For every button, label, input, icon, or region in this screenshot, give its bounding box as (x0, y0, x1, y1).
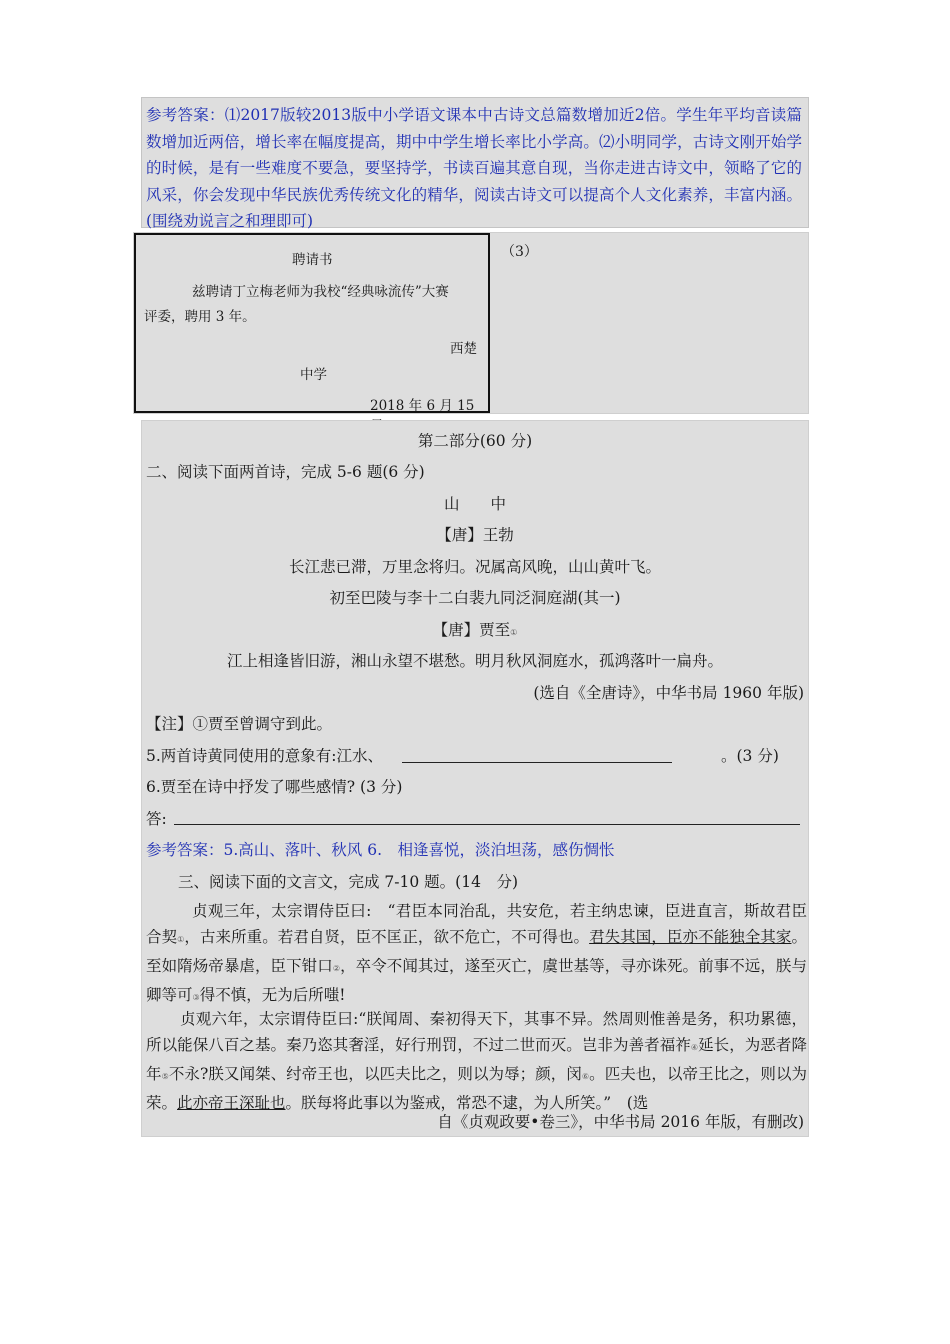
passage1-underlined-sentence: 君失其国，臣亦不能独全其家 (589, 928, 792, 946)
question-6: 6.贾至在诗中抒发了哪些感情? (3 分) (146, 778, 403, 796)
passage2-part-a: 贞观六年，太宗谓侍臣曰:“朕闻周、秦初得天下，其事不异。然周则惟善是务，积功累德，所以能保八百之基。秦乃恣其奢淫，好行刑罚，不过二世而灭。岂非为善者福祚 (146, 1010, 807, 1054)
passage2-note-6: ⑥ (581, 1072, 590, 1081)
classical-passage-1 (146, 898, 807, 1011)
passage2-part-e: 。朕每将此事以为鉴戒，常恐不逮，为人所笑。” (选 (285, 1094, 649, 1112)
letter-body-line1: 兹聘请丁立梅老师为我校“经典咏流传”大赛 (192, 284, 449, 300)
poem1-author: 【唐】王勃 (436, 526, 514, 544)
letter-row (133, 232, 809, 414)
question-6-answer-line[interactable] (174, 824, 800, 825)
passage1-note-2: ② (332, 964, 341, 973)
letter-signature-1: 西楚 (450, 341, 477, 357)
poem1-title: 山 中 (443, 495, 506, 513)
passage2-part-d: 。匹夫也，以帝王比之，则以为荣。 (146, 1065, 808, 1112)
passage1-part-a: 贞观三年，太宗谓侍臣曰: “君臣本同治乱，共安危，若主纳忠谏，臣进直言，斯故君臣合契 (146, 902, 807, 946)
passage1-note-1: ① (177, 935, 185, 944)
passage-source: 自《贞观政要•卷三》，中华书局 2016 年版，有删改) (437, 1113, 804, 1131)
poem2-text: 江上相逢皆旧游，湘山永望不堪愁。明月秋风洞庭水，孤鸿落叶一扁舟。 (226, 652, 723, 670)
passage2-part-b: 延长，为恶者降年 (146, 1036, 807, 1083)
passage1-note-3: ③ (192, 993, 200, 1002)
answer-label: 答: (146, 810, 167, 828)
answer-text-2: 参考答案：5.高山、落叶、秋风 6. 相逢喜悦，淡泊坦荡，感伤惆怅 (146, 841, 615, 859)
passage1-part-d: ，卒令不闻其过，遂至灭亡，虞世基等，寻亦诛死。前事不远，朕与卿等可 (146, 957, 807, 1004)
question-5-suffix: 。(3 分) (721, 747, 779, 765)
poem1-text: 长江悲已滞，万里念将归。况属高风晚，山山黄叶飞。 (288, 558, 661, 576)
question-3-label: （3） (501, 244, 538, 260)
section-two-instruction: 二、阅读下面两首诗，完成 5-6 题(6 分) (146, 463, 425, 481)
appointment-letter (134, 233, 490, 413)
classical-passage-2 (146, 1006, 807, 1116)
letter-body-line2: 评委，聘用 3 年。 (144, 309, 256, 325)
letter-title: 聘请书 (292, 252, 333, 268)
answer-text-1: 参考答案：⑴2017版较2013版中小学语文课本中古诗文总篇数增加近2倍。学生年平均音读篇数增加近两倍，增长率在幅度提高，期中中学生增长率比小学高。⑵小明同学，古诗文刚开始学的时候，是有一些难度不要急，要坚持学，书读百遍其意自现，当你走进古诗文中，领略了它的风采，你会发现中华民族优秀传统文化的精华，阅读古诗文可以提高个人文化素养，丰富内涵。(围绕劝说言之和理即可) (146, 106, 802, 230)
passage2-note-5: ⑤ (161, 1072, 169, 1081)
passage2-note-4: ④ (690, 1043, 699, 1052)
question-5-prefix: 5.两首诗黄同使用的意象有:江水、 (146, 747, 384, 765)
part-two-section (141, 420, 809, 1137)
poem-source: (选自《全唐诗》，中华书局 1960 年版) (533, 684, 804, 702)
part-two-heading: 第二部分(60 分) (417, 432, 533, 450)
poem2-title: 初至巴陵与李十二白裴九同泛洞庭湖(其一) (329, 589, 621, 607)
question-5-answer-line[interactable] (402, 762, 672, 763)
letter-signature-2: 中学 (300, 367, 327, 383)
poem2-author-line (142, 618, 808, 640)
passage2-part-c: 不永?朕又闻桀、纣帝王也，以匹夫比之，则以为辱；颜，闵 (168, 1065, 582, 1083)
passage2-underlined-sentence: 此亦帝王深耻也 (177, 1094, 286, 1112)
poem2-note-mark: ① (510, 628, 518, 637)
poem2-author: 【唐】贾至 (432, 621, 511, 639)
letter-date: 2018 年 6 月 15 (370, 398, 475, 414)
passage1-part-b: ，古来所重。若君自贤，臣不匡正，欲不危亡，不可得也。 (184, 928, 590, 946)
answer-block-1 (141, 97, 809, 228)
passage1-part-e: 得不慎，无为后所嗤! (199, 986, 346, 1004)
passage1-part-c: 。至如隋炀帝暴虐，臣下钳口 (146, 928, 807, 975)
section-three-instruction: 三、阅读下面的文言文，完成 7-10 题。(14 分) (178, 873, 518, 891)
poem-note: 【注】①贾至曾调守到此。 (146, 715, 333, 733)
